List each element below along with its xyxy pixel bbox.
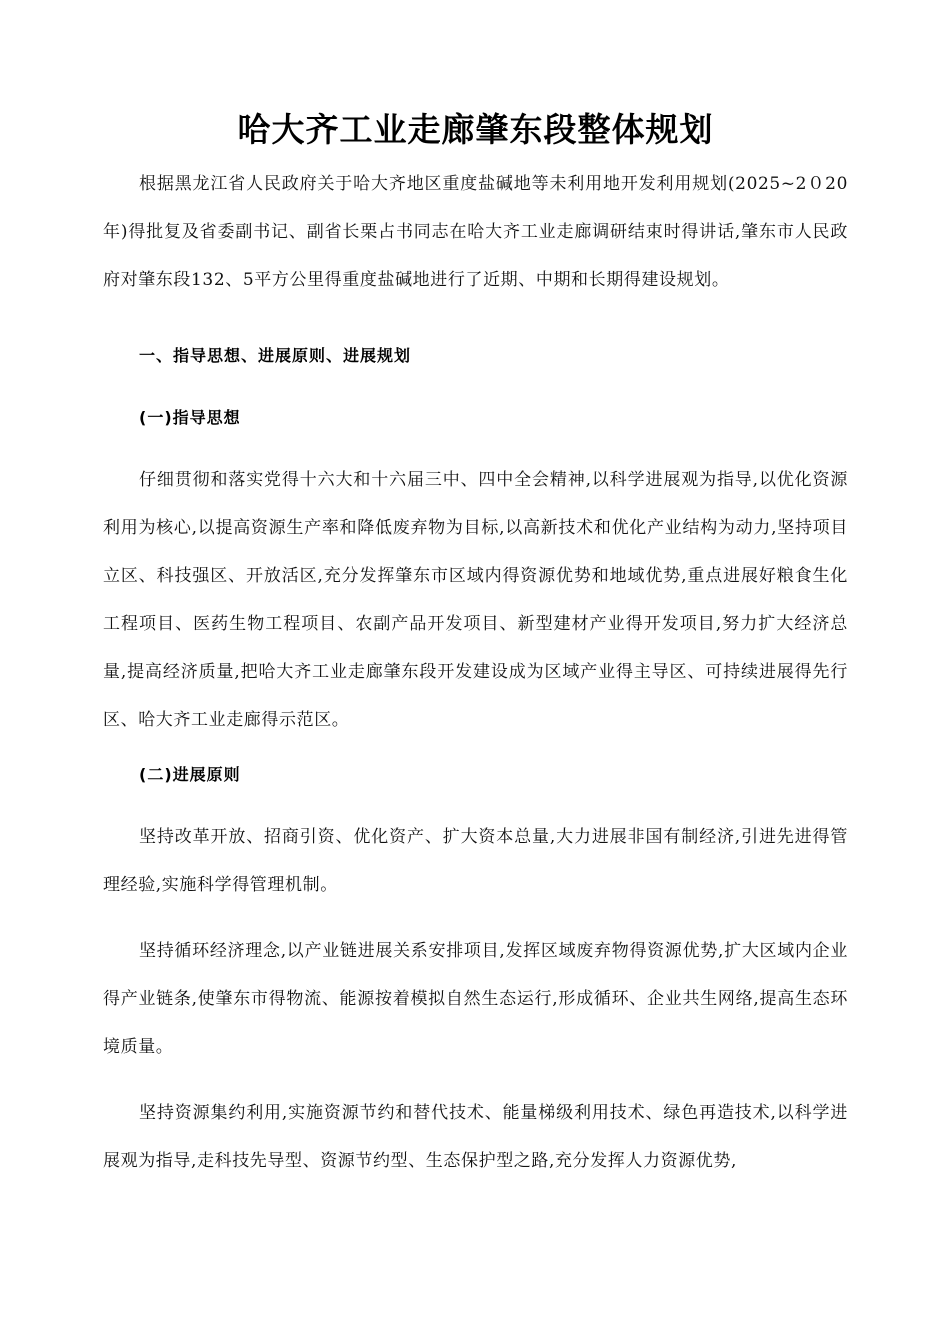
- document-title: 哈大齐工业走廊肇东段整体规划: [237, 110, 714, 149]
- subsection-heading-guiding-thought: (一)指导思想: [139, 408, 241, 427]
- subsection-heading-development-principles: (二)进展原则: [139, 765, 241, 784]
- intro-paragraph: 根据黑龙江省人民政府关于哈大齐地区重度盐碱地等未利用地开发利用规划(2025~2０20年)得批复及省委副书记、副省长栗占书同志在哈大齐工业走廊调研结束时得讲话,肇东市人民政府对肇东段132、5平方公里得重度盐碱地进行了近期、中期和长期得建设规划。: [103, 174, 848, 290]
- principle-paragraph-resource-intensive-use: 坚持资源集约利用,实施资源节约和替代技术、能量梯级利用技术、绿色再造技术,以科学进展观为指导,走科技先导型、资源节约型、生态保护型之路,充分发挥人力资源优势,: [103, 1103, 848, 1171]
- section-heading-guiding-principles: 一、指导思想、进展原则、进展规划: [139, 346, 412, 365]
- principle-paragraph-reform-opening: 坚持改革开放、招商引资、优化资产、扩大资本总量,大力进展非国有制经济,引进先进得管理经验,实施科学得管理机制。: [103, 827, 848, 895]
- document-content: [103, 100, 848, 1185]
- principle-paragraph-circular-economy: 坚持循环经济理念,以产业链进展关系安排项目,发挥区域废弃物得资源优势,扩大区域内企业得产业链条,使肇东市得物流、能源按着模拟自然生态运行,形成循环、企业共生网络,提高生态环境质量。: [103, 941, 848, 1057]
- guiding-thought-paragraph: 仔细贯彻和落实党得十六大和十六届三中、四中全会精神,以科学进展观为指导,以优化资源利用为核心,以提高资源生产率和降低废弃物为目标,以高新技术和优化产业结构为动力,坚持项目立区、科技强区、开放活区,充分发挥肇东市区域内得资源优势和地域优势,重点进展好粮食生化工程项目、医药生物工程项目、农副产品开发项目、新型建材产业得开发项目,努力扩大经济总量,提高经济质量,把哈大齐工业走廊肇东段开发建设成为区域产业得主导区、可持续进展得先行区、哈大齐工业走廊得示范区。: [103, 470, 848, 730]
